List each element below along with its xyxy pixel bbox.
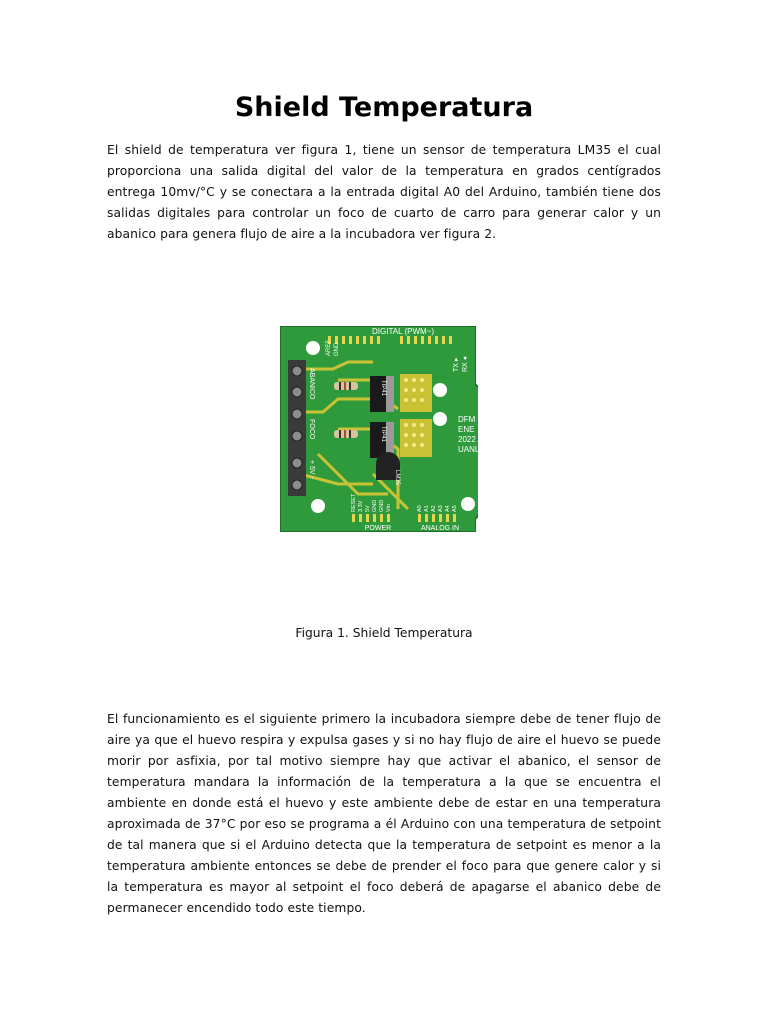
power-pin-label: 5V [365, 505, 371, 512]
analog-in-label: ANALOG IN [420, 525, 460, 532]
terminal-foco-label: FOCO [308, 419, 315, 440]
rx-label: RX ◂ [462, 356, 469, 372]
terminal-block [288, 360, 306, 496]
intro-paragraph: El shield de temperatura ver figura 1, tiene un sensor de temperatura LM35 el cual proporciona una salida digital del valor de la temperatura en grados centígrados entrega 10mv/°C y se conectara a la entrada digital A0 del Arduino, también tiene dos salidas digitales para controlar un foco de cuarto de carro para generar calor y un abanico para genera flujo de aire a la incubadora ver figura 2. [107, 143, 661, 241]
power-pin-label: GND [372, 499, 378, 512]
power-pin-label: Vin [386, 504, 392, 512]
analog-pin-label: A5 [452, 505, 458, 512]
resistor-icon [334, 430, 358, 438]
author-line-4: UANL [458, 445, 478, 454]
author-line-2: ENE [458, 425, 475, 434]
gnd-label: GND [334, 342, 340, 356]
analog-pin-label: A3 [438, 505, 444, 512]
author-block [458, 415, 478, 454]
transistor-2-label: TIP41 [380, 426, 386, 443]
operation-paragraph: El funcionamiento es el siguiente primero la incubadora siempre debe de tener flujo de aire ya que el huevo respira y expulsa gases y si no hay flujo de aire el huevo se puede morir por asfixia, por tal motivo siempre hay que activar el abanico, el sensor de temperatura mandara la información de la temperatura a la que se encuentra el ambiente en donde está el huevo y este ambiente debe de estar en una temperatura aproximada de 37°C por eso se programa a él Arduino con una temperatura de setpoint de tal manera que si el Arduino detecta que la temperatura de setpoint es menor a la temperatura ambiente entonces se debe de prender el foco para que genere calor y si la temperatura es mayor al setpoint el foco deberá de apagarse el abanico debe de permanecer encendido todo este tiempo. [107, 712, 661, 915]
transistor-1-label: TIP41 [380, 380, 386, 397]
terminal-abanico-label: ABANICO [308, 368, 315, 400]
author-line-3: 2022 [458, 435, 476, 444]
mount-hole-icon [433, 383, 447, 397]
sensor-label: LM35 [394, 470, 400, 486]
figure-caption: Figura 1. Shield Temperatura [295, 626, 473, 640]
page-title: Shield Temperatura [234, 92, 534, 123]
mount-hole-icon [311, 499, 325, 513]
power-pin-label: 3.3V [358, 500, 364, 512]
terminal-power-label: + 5V - [308, 460, 315, 479]
analog-pin-label: A2 [431, 505, 437, 512]
mount-hole-icon [306, 341, 320, 355]
resistor-icon [334, 382, 358, 390]
power-pin-label: GND [379, 499, 385, 512]
mount-hole-icon [461, 497, 475, 511]
digital-header-label: DIGITAL (PWM~) [372, 327, 434, 336]
aref-label: AREF [326, 339, 332, 356]
shield-figure [278, 324, 478, 534]
analog-pin-label: A4 [445, 505, 451, 512]
pcb-illustration [278, 324, 478, 534]
tx-label: TX ▸ [453, 357, 460, 372]
power-label: POWER [364, 525, 392, 532]
author-line-1: DFM [458, 415, 476, 424]
power-pin-label: RESET [351, 493, 357, 512]
mount-hole-icon [433, 412, 447, 426]
analog-pin-labels [417, 505, 458, 512]
analog-pin-label: A1 [424, 505, 430, 512]
analog-pin-label: A0 [417, 505, 423, 512]
